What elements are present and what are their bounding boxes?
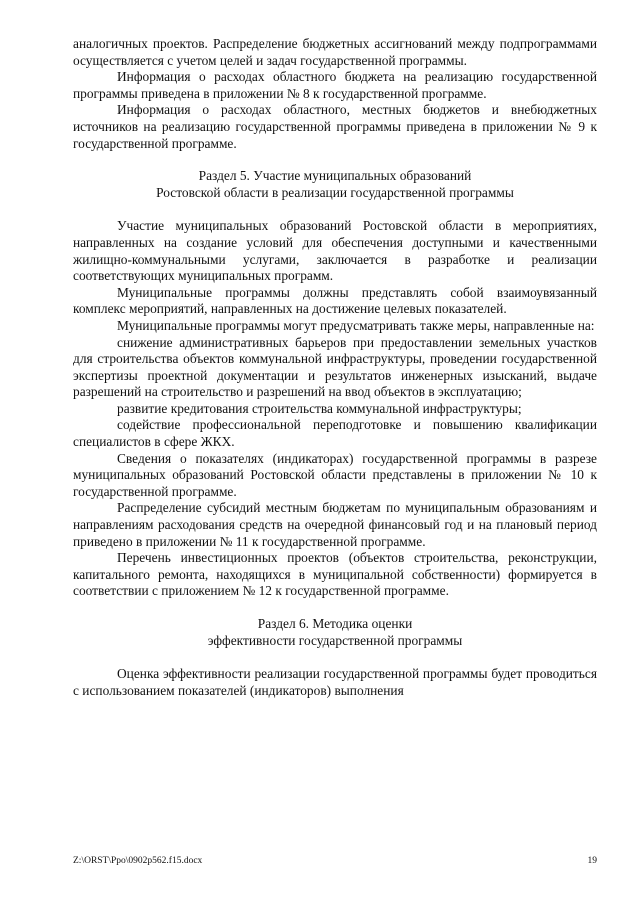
section-heading-line: Раздел 5. Участие муниципальных образований (198, 168, 472, 184)
list-item: содействие профессиональной переподготовке и повышению квалификации специалистов в сфере ЖКХ. (73, 417, 597, 450)
paragraph: Распределение субсидий местным бюджетам по муниципальным образованиям и направлениям расходования средств на очередной финансовый год и на плановый период приведено в приложении № 11 к государственной программе. (73, 500, 597, 549)
section-heading-line: эффективности государственной программы (207, 632, 463, 648)
list-item: снижение административных барьеров при предоставлении земельных участков для строительства объектов коммунальной инфраструктуры, проведении государственной экспертизы проектной документации и результатов инженерных изысканий, выдаче разрешений на строительство и разрешений на ввод объектов в эксплуатацию; (73, 334, 597, 400)
paragraph: Участие муниципальных образований Ростовской области в мероприятиях, направленных на создание условий для обеспечения доступными и качественными жилищно-коммунальными услугами, заключается в разработке и реализации соответствующих муниципальных программ. (73, 218, 597, 284)
page-footer (73, 855, 597, 867)
paragraph: Перечень инвестиционных проектов (объектов строительства, реконструкции, капитального ремонта, находящихся в муниципальной собственности) формируется в соответствии с приложением № 12 к государственной программе. (73, 550, 597, 599)
page-number: 19 (587, 856, 597, 866)
section-6-body (73, 666, 597, 699)
paragraph: аналогичных проектов. Распределение бюджетных ассигнований между подпрограммами осуществляется с учетом целей и задач государственной программы. (73, 36, 597, 68)
section-6-heading (73, 616, 597, 649)
section-heading-line: Ростовской области в реализации государственной программы (156, 184, 514, 200)
list-item: развитие кредитования строительства коммунальной инфраструктуры; (117, 400, 522, 416)
paragraph: Информация о расходах областного, местных бюджетов и внебюджетных источников на реализацию государственной программы приведена в приложении № 9 к государственной программе. (73, 102, 597, 151)
paragraph: Муниципальные программы должны представлять собой взаимоувязанный комплекс мероприятий, направленных на достижение целевых показателей. (73, 284, 597, 317)
paragraph: Оценка эффективности реализации государственной программы будет проводиться с использованием показателей (индикаторов) выполнения (73, 666, 597, 698)
section-heading-line: Раздел 6. Методика оценки (257, 616, 413, 631)
section-5-heading (73, 168, 597, 201)
paragraph: Информация о расходах областного бюджета на реализацию государственной программы приведена в приложении № 8 к государственной программе. (73, 69, 597, 101)
paragraph: Сведения о показателях (индикаторах) государственной программы в разрезе муниципальных образований Ростовской области представлены в приложении № 10 к государственной программе. (73, 450, 597, 499)
paragraph: Муниципальные программы могут предусматривать также меры, направленные на: (117, 317, 595, 333)
section-5-body (73, 218, 597, 600)
footer-file-path: Z:\ORST\Ppo\0902p562.f15.docx (73, 856, 203, 866)
